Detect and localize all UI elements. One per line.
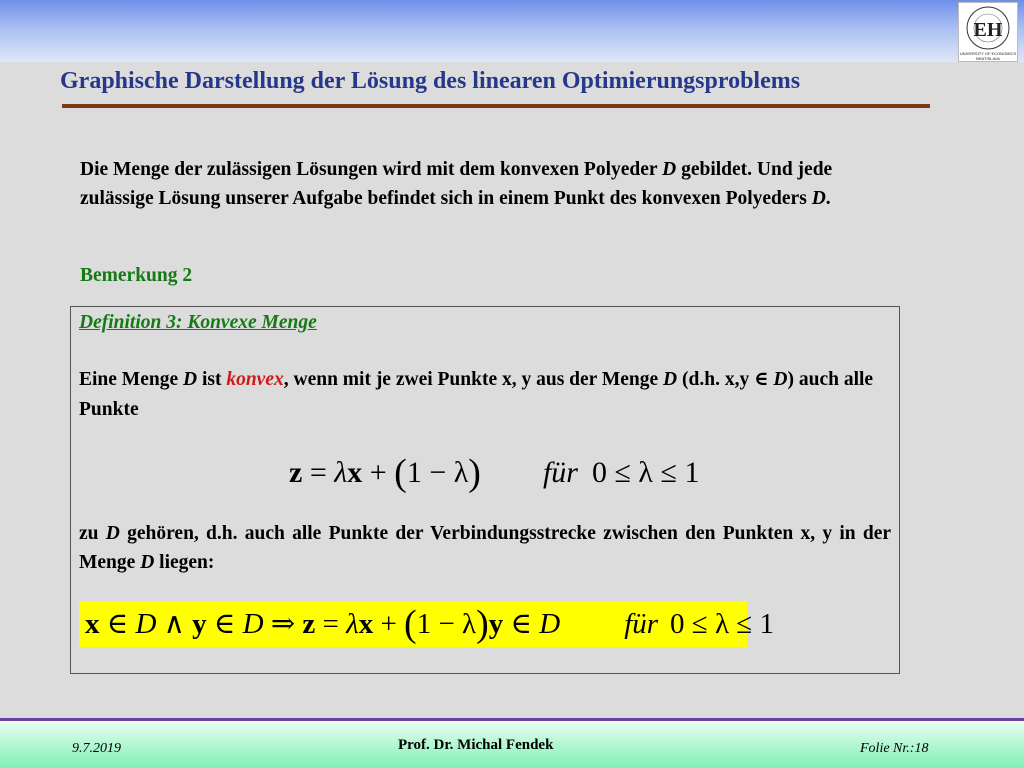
f1-plus: + xyxy=(362,456,395,489)
f2-y-2: y xyxy=(488,608,504,640)
f2-open-paren: ( xyxy=(404,603,417,645)
f2-z: z xyxy=(302,608,316,640)
f2-and: ∧ xyxy=(156,608,193,640)
definition-text xyxy=(79,365,891,425)
convex-combination-formula xyxy=(289,451,699,495)
svg-text:UNIVERSITY OF ECONOMICS: UNIVERSITY OF ECONOMICS xyxy=(959,51,1017,56)
def-D-a: D xyxy=(182,369,198,390)
f2-x: x xyxy=(85,608,100,640)
f1-z: z xyxy=(289,456,303,489)
def-D-b: D xyxy=(663,369,678,390)
f2-D-1: D xyxy=(135,608,157,640)
f2-D-3: D xyxy=(539,608,561,640)
f2-condition: für xyxy=(624,608,659,640)
f1-range: 0 ≤ λ ≤ 1 xyxy=(591,456,700,489)
f1-one-minus-lambda: 1 − λ xyxy=(406,456,469,489)
intro-text-2: gebildet. Und jede zulässige Lösung unserer Aufgabe befindet sich in einem Punkt des konvexen Polyeders xyxy=(80,159,833,209)
intro-D1: D xyxy=(662,159,677,180)
intro-text-3: . xyxy=(825,188,831,209)
university-of-economics-logo-icon xyxy=(959,3,1017,61)
def2-D-d: D xyxy=(105,523,120,544)
intro-paragraph xyxy=(80,155,880,213)
definition-box xyxy=(70,306,900,674)
definition-title: Definition 3: Konvexe Menge xyxy=(79,312,317,333)
footer-date: 9.7.2019 xyxy=(72,741,121,756)
def-text-d: (d.h. x,y ∈ xyxy=(677,369,774,390)
f1-close-paren: ) xyxy=(468,452,481,494)
university-logo xyxy=(958,2,1018,62)
f2-in-3: ∈ xyxy=(503,608,540,640)
f2-range: 0 ≤ λ ≤ 1 xyxy=(670,608,774,640)
f2-D-2: D xyxy=(242,608,264,640)
definition-text-2 xyxy=(79,519,891,577)
slide-title: Graphische Darstellung der Lösung des linearen Optimierungsproblems xyxy=(60,68,801,94)
f1-x: x xyxy=(347,456,363,489)
f1-eq: = xyxy=(302,456,335,489)
def-text-a: Eine Menge xyxy=(79,369,183,390)
f2-lambda: λ xyxy=(346,608,359,640)
f2-x-2: x xyxy=(358,608,374,640)
f2-in-2: ∈ xyxy=(206,608,243,640)
title-underline xyxy=(62,104,930,108)
def2-D-e: D xyxy=(140,552,155,573)
svg-text:BRATISLAVA: BRATISLAVA xyxy=(976,56,1000,61)
f2-one-minus-lambda: 1 − λ xyxy=(416,608,477,640)
def-text-b: ist xyxy=(197,369,227,390)
def-D-c: D xyxy=(773,369,788,390)
def2-text-c: liegen: xyxy=(154,552,215,573)
f2-y: y xyxy=(192,608,207,640)
highlighted-convexity-formula xyxy=(79,601,774,647)
intro-D2: D xyxy=(811,188,826,209)
footer-author: Prof. Dr. Michal Fendek xyxy=(398,737,554,753)
f2-in-1: ∈ xyxy=(99,608,136,640)
intro-text-1: Die Menge der zulässigen Lösungen wird mit dem konvexen Polyeder xyxy=(80,159,663,180)
f2-close-paren: ) xyxy=(476,603,489,645)
def-text-c: , wenn mit je zwei Punkte x, y aus der Menge xyxy=(283,369,664,390)
footer-slide-number: Folie Nr.:18 xyxy=(860,741,929,756)
f1-open-paren: ( xyxy=(394,452,407,494)
f2-eq: = xyxy=(315,608,347,640)
konvex-term: konvex xyxy=(226,369,284,390)
f2-plus: + xyxy=(373,608,405,640)
svg-text:EH: EH xyxy=(973,19,1003,41)
slide-footer xyxy=(0,721,1024,768)
def2-text-b: gehören, d.h. auch alle Punkte der Verbindungsstrecke zwischen den Punkten x, y in der Menge xyxy=(79,523,892,573)
header-band xyxy=(0,0,1024,62)
f2-implies: ⇒ xyxy=(263,608,303,640)
f1-lambda: λ xyxy=(334,456,348,489)
def-text-e: ) auch alle Punkte xyxy=(79,369,874,420)
remark-heading: Bemerkung 2 xyxy=(80,265,193,286)
f1-condition: für xyxy=(542,456,578,489)
def2-text-a: zu xyxy=(79,523,106,544)
